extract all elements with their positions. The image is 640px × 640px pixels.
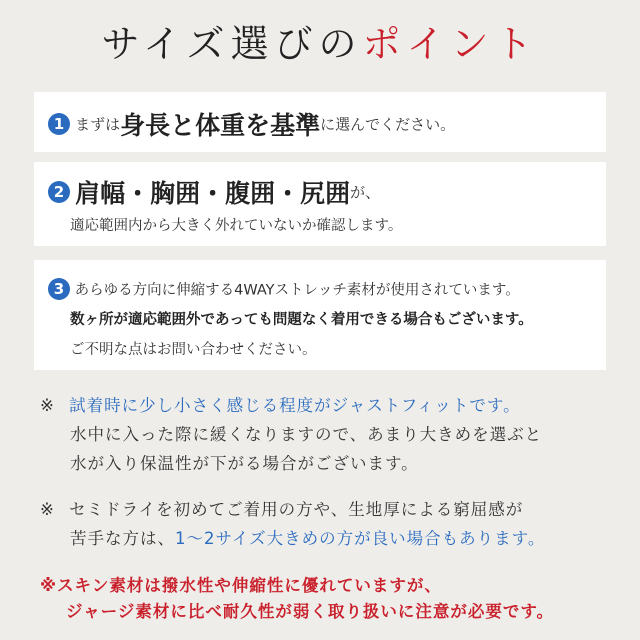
note-1-line-1 <box>40 392 521 416</box>
title-part-1: サイズ選びの <box>101 22 363 66</box>
note-3-line-2: ジャージ素材に比べ耐久性が弱く取り扱いに注意が必要です。 <box>66 602 555 621</box>
note-2-text: セミドライを初めてご着用の方や、生地厚による窮屈感が <box>69 500 524 519</box>
note-1-mark: ※ <box>40 396 55 415</box>
point-2-emphasis: 肩幅・胸囲・腹囲・尻囲 <box>75 179 351 208</box>
number-2-badge: 2 <box>48 181 70 203</box>
point-1-post: に選んでください。 <box>320 115 456 134</box>
point-2-card <box>34 162 606 246</box>
point-1-emphasis: 身長と体重を基準 <box>120 111 321 140</box>
note-3-line-1: ※スキン素材は撥水性や伸縮性に優れていますが、 <box>40 576 442 595</box>
note-2-line-1 <box>40 496 523 520</box>
point-2-line-2: 適応範囲内から大きく外れていないか確認します。 <box>70 218 403 234</box>
number-1-badge: 1 <box>48 113 70 135</box>
note-2-mark: ※ <box>40 500 55 519</box>
point-3-line-1: あらゆる方向に伸縮する4WAYストレッチ素材が使用されています。 <box>74 282 520 299</box>
point-1-card <box>34 92 606 152</box>
point-3-line-3: ご不明な点はお問い合わせください。 <box>70 342 317 358</box>
point-1-pre: まずは <box>75 115 121 134</box>
note-2-highlight: 1〜2サイズ大きめの方が良い場合もあります。 <box>175 529 546 548</box>
note-1-highlight: 試着時に少し小さく感じる程度がジャストフィットです。 <box>69 396 521 415</box>
point-2-post: が、 <box>350 183 381 202</box>
point-3-card <box>34 260 606 370</box>
number-3-badge: 3 <box>48 278 70 300</box>
note-2-line-2 <box>70 525 545 549</box>
page-title <box>0 14 640 74</box>
note-2-line-2a: 苦手な方は、 <box>70 529 175 548</box>
note-1-line-2: 水中に入った際に緩くなりますので、あまり大きめを選ぶと <box>70 425 543 444</box>
point-3-line-2: 数ヶ所が適応範囲外であっても問題なく着用できる場合もございます。 <box>70 312 533 328</box>
title-part-2: ポイント <box>362 22 539 66</box>
note-1-line-3: 水が入り保温性が下がる場合がございます。 <box>70 454 419 473</box>
